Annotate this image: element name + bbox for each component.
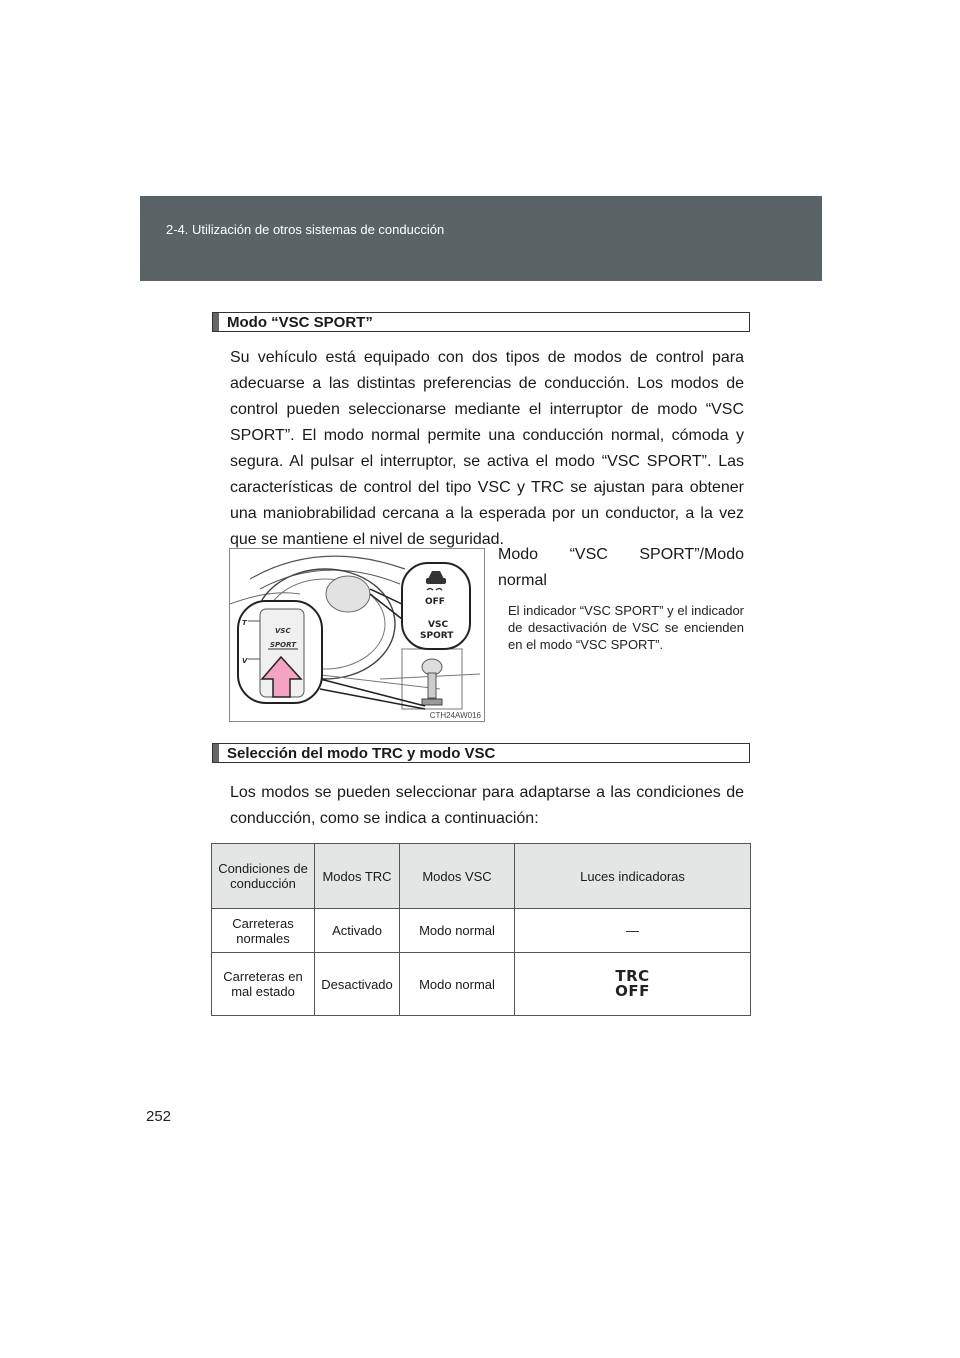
section-paragraph: Su vehículo está equipado con dos tipos de modos de control para adecuarse a las distintas preferencias de conducción. Los modos de control pueden seleccionarse mediante el interruptor de modo “VSC SPORT”. El modo normal permite una conducción normal, cómoda y segura. Al pulsar el interruptor, se activa el modo “VSC SPORT”. Las características de control del tipo VSC y TRC se ajustan para obtener una maniobrabilidad cercana a la esperada por un conductor, a la vez que se mantiene el nivel de seguridad. [230,349,744,548]
switch-label-bottom: SPORT [270,641,296,649]
section-heading-trc-vsc [212,743,750,763]
cell-condition: Carreteras en mal estado [212,953,315,1016]
switch-label-top: VSC [275,627,291,635]
section-paragraph: Los modos se pueden seleccionar para adaptarse a las condiciones de conducción, como se indica a continuación: [230,784,744,827]
indicator-sport-label: SPORT [420,631,454,641]
cell-condition: Carreteras normales [212,909,315,953]
cell-indicator [515,953,751,1016]
cell-vsc: Modo normal [400,953,515,1016]
section-title: Modo “VSC SPORT” [227,314,373,331]
heading-stripe [213,313,219,331]
indicator-vsc-label: VSC [428,620,449,630]
table-row [212,909,751,953]
header-bar [140,196,822,281]
chapter-heading: 2-4. Utilización de otros sistemas de conducción [166,222,445,237]
cell-trc: Desactivado [315,953,400,1016]
section-heading-vsc-sport [212,312,750,332]
cell-trc: Activado [315,909,400,953]
lever-t-label: T [242,619,247,627]
heading-stripe [213,744,219,762]
header-conditions: Condiciones de conducción [212,844,315,909]
caption-body: El indicador “VSC SPORT” y el indicador de desactivación de VSC se encienden en el modo “VSC SPORT”. [508,603,744,652]
header-vsc: Modos VSC [400,844,515,909]
trc-off-indicator-icon [615,969,650,999]
page-number: 252 [146,1108,172,1125]
header-trc: Modos TRC [315,844,400,909]
caption-title-line2: normal [498,572,547,589]
table-row [212,953,751,1016]
modes-table [211,843,751,1016]
figure-code: CTH24AW016 [429,711,481,720]
caption-title-line1: Modo “VSC SPORT”/Modo [498,546,744,563]
trc-badge-bottom: OFF [615,982,650,1000]
indicator-off-label: OFF [425,597,445,607]
header-indicators: Luces indicadoras [515,844,751,909]
table-header-row [212,844,751,909]
cell-vsc: Modo normal [400,909,515,953]
lever-v-label: V [242,657,248,665]
dashboard-drawing [230,549,485,722]
cell-indicator: — [515,909,751,953]
section-title: Selección del modo TRC y modo VSC [227,745,496,762]
trc-badge-top: TRC [615,967,650,985]
dashboard-illustration [229,548,485,722]
